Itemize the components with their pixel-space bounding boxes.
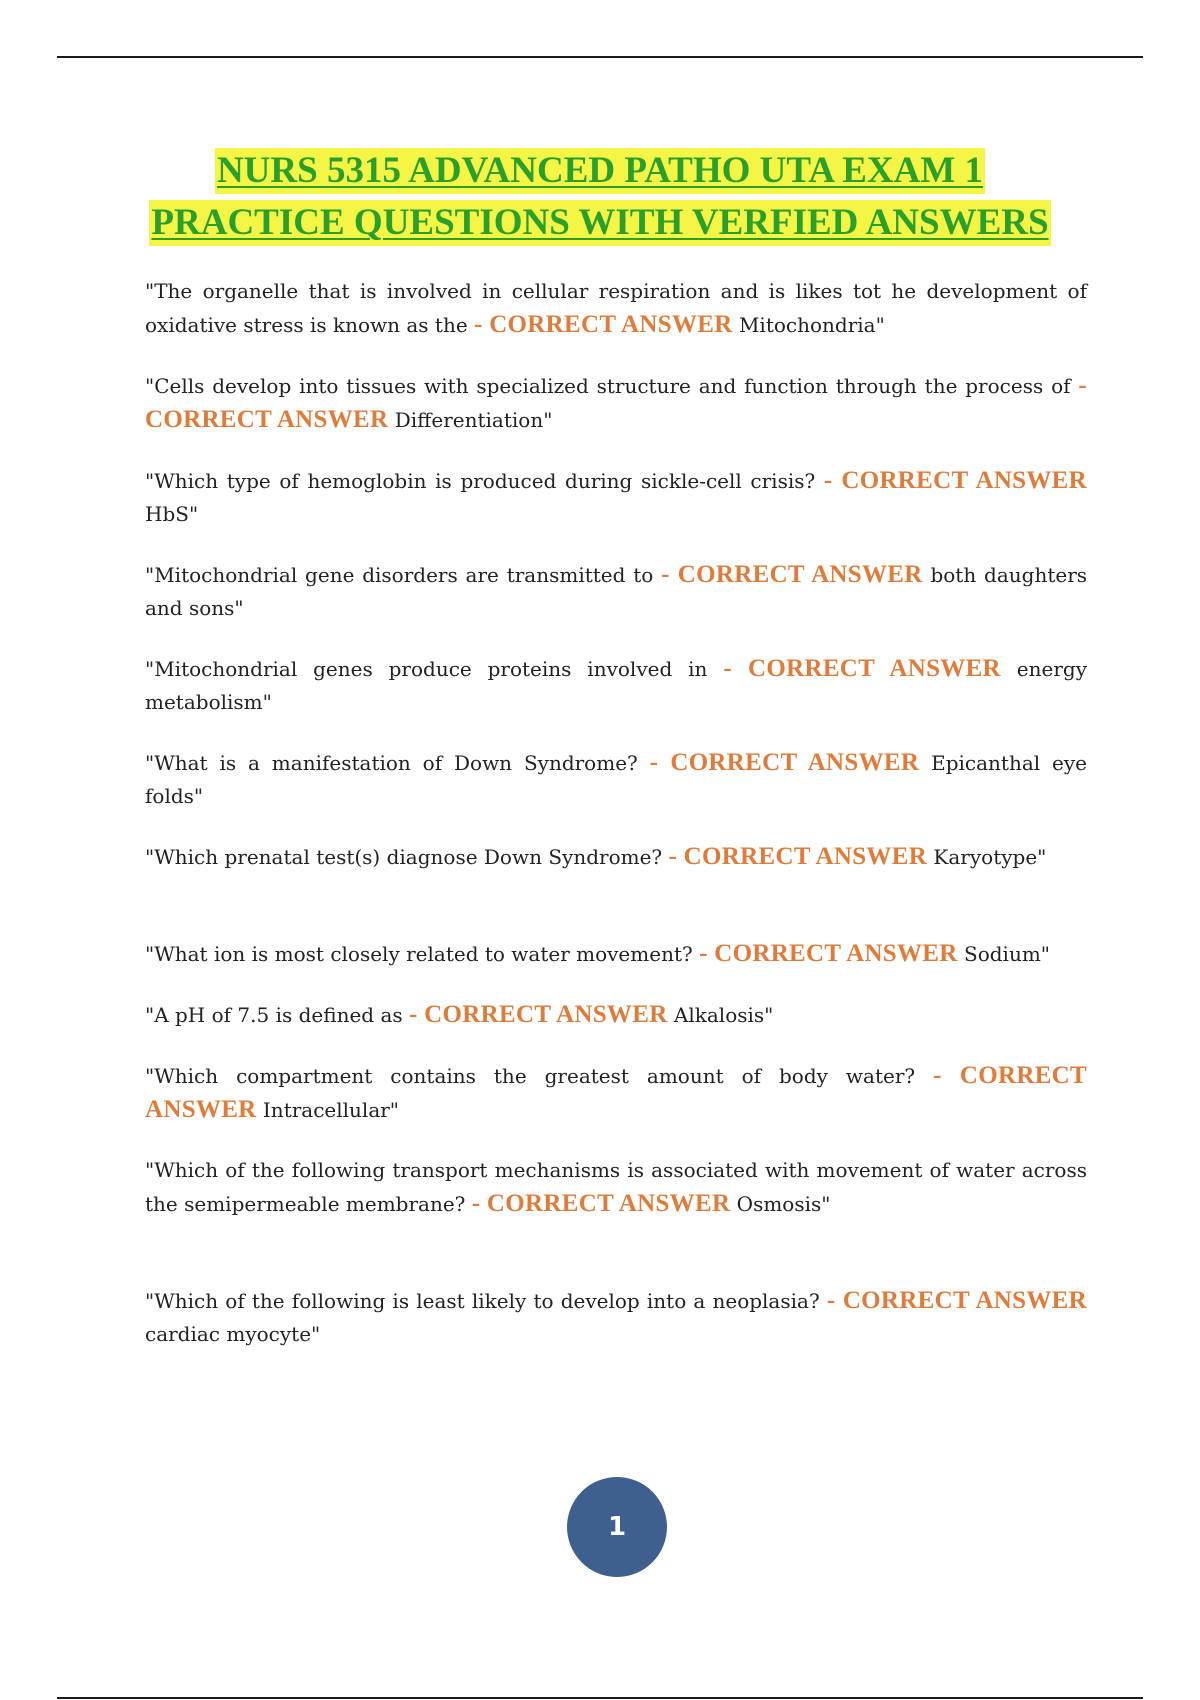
answer-text: Mitochondria" (738, 313, 885, 337)
correct-answer-marker: - CORRECT ANSWER (649, 749, 920, 776)
correct-answer-marker: - CORRECT ANSWER (668, 843, 928, 870)
correct-answer-marker: - CORRECT ANSWER (471, 1190, 731, 1217)
answer-text: Intracellular" (262, 1098, 399, 1122)
answer-text: Karyotype" (933, 845, 1047, 869)
correct-answer-marker: - CORRECT ANSWER (145, 372, 1088, 433)
correct-answer-marker: - CORRECT ANSWER (826, 1287, 1087, 1314)
qa-item (145, 840, 1087, 874)
qa-item (145, 937, 1087, 971)
correct-answer-marker: - CORRECT ANSWER (474, 311, 733, 338)
qa-item (145, 652, 1087, 719)
question-text: "Which prenatal test(s) diagnose Down Syndrome? (145, 845, 663, 869)
qa-item (145, 998, 1087, 1032)
question-text: "What ion is most closely related to water movement? (145, 942, 693, 966)
top-rule (57, 56, 1143, 58)
question-text: "What is a manifestation of Down Syndrome? (145, 751, 638, 775)
qa-item (145, 746, 1087, 813)
answer-text: energy metabolism" (145, 657, 1088, 714)
qa-item (145, 275, 1087, 342)
correct-answer-marker: - CORRECT ANSWER (145, 1062, 1088, 1123)
answer-text: Differentiation" (394, 408, 553, 432)
correct-answer-marker: - CORRECT ANSWER (409, 1001, 668, 1028)
correct-answer-marker: - CORRECT ANSWER (661, 561, 923, 588)
qa-item (145, 1154, 1087, 1221)
question-text: "Mitochondrial gene disorders are transmitted to (145, 563, 654, 587)
correct-answer-marker: - CORRECT ANSWER (823, 467, 1088, 494)
title-line-2: PRACTICE QUESTIONS WITH VERFIED ANSWERS (149, 200, 1050, 246)
bottom-rule (57, 1697, 1143, 1699)
qa-item (145, 464, 1087, 531)
qa-list (145, 275, 1087, 1351)
qa-item (145, 1059, 1087, 1127)
answer-text: HbS" (145, 502, 199, 526)
correct-answer-marker: - CORRECT ANSWER (723, 655, 1001, 682)
question-text: "Mitochondrial genes produce proteins involved in (145, 657, 708, 681)
question-text: "A pH of 7.5 is defined as (145, 1003, 403, 1027)
document-title (100, 145, 1100, 249)
page-number-badge: 1 (567, 1477, 667, 1577)
qa-item (145, 558, 1087, 625)
answer-text: Sodium" (964, 942, 1050, 966)
answer-text: both daughters and sons" (145, 563, 1088, 620)
correct-answer-marker: - CORRECT ANSWER (699, 940, 958, 967)
answer-text: Alkalosis" (673, 1003, 774, 1027)
answer-text: Epicanthal eye folds" (145, 751, 1088, 808)
title-line-1: NURS 5315 ADVANCED PATHO UTA EXAM 1 (215, 148, 985, 194)
qa-item (145, 1284, 1087, 1351)
qa-item (145, 369, 1087, 437)
question-text: "Cells develop into tissues with specialized structure and function through the process of (145, 374, 1071, 398)
question-text: "Which compartment contains the greatest amount of body water? (145, 1064, 916, 1088)
answer-text: Osmosis" (736, 1192, 831, 1216)
question-text: "The organelle that is involved in cellular respiration and is likes tot he development of oxidative stress is known as the (145, 279, 1087, 337)
question-text: "Which of the following is least likely to develop into a neoplasia? (145, 1289, 820, 1313)
question-text: "Which of the following transport mechanisms is associated with movement of water across the semipermeable membrane? (145, 1158, 1087, 1216)
answer-text: cardiac myocyte" (145, 1322, 321, 1346)
question-text: "Which type of hemoglobin is produced during sickle-cell crisis? (145, 469, 816, 493)
